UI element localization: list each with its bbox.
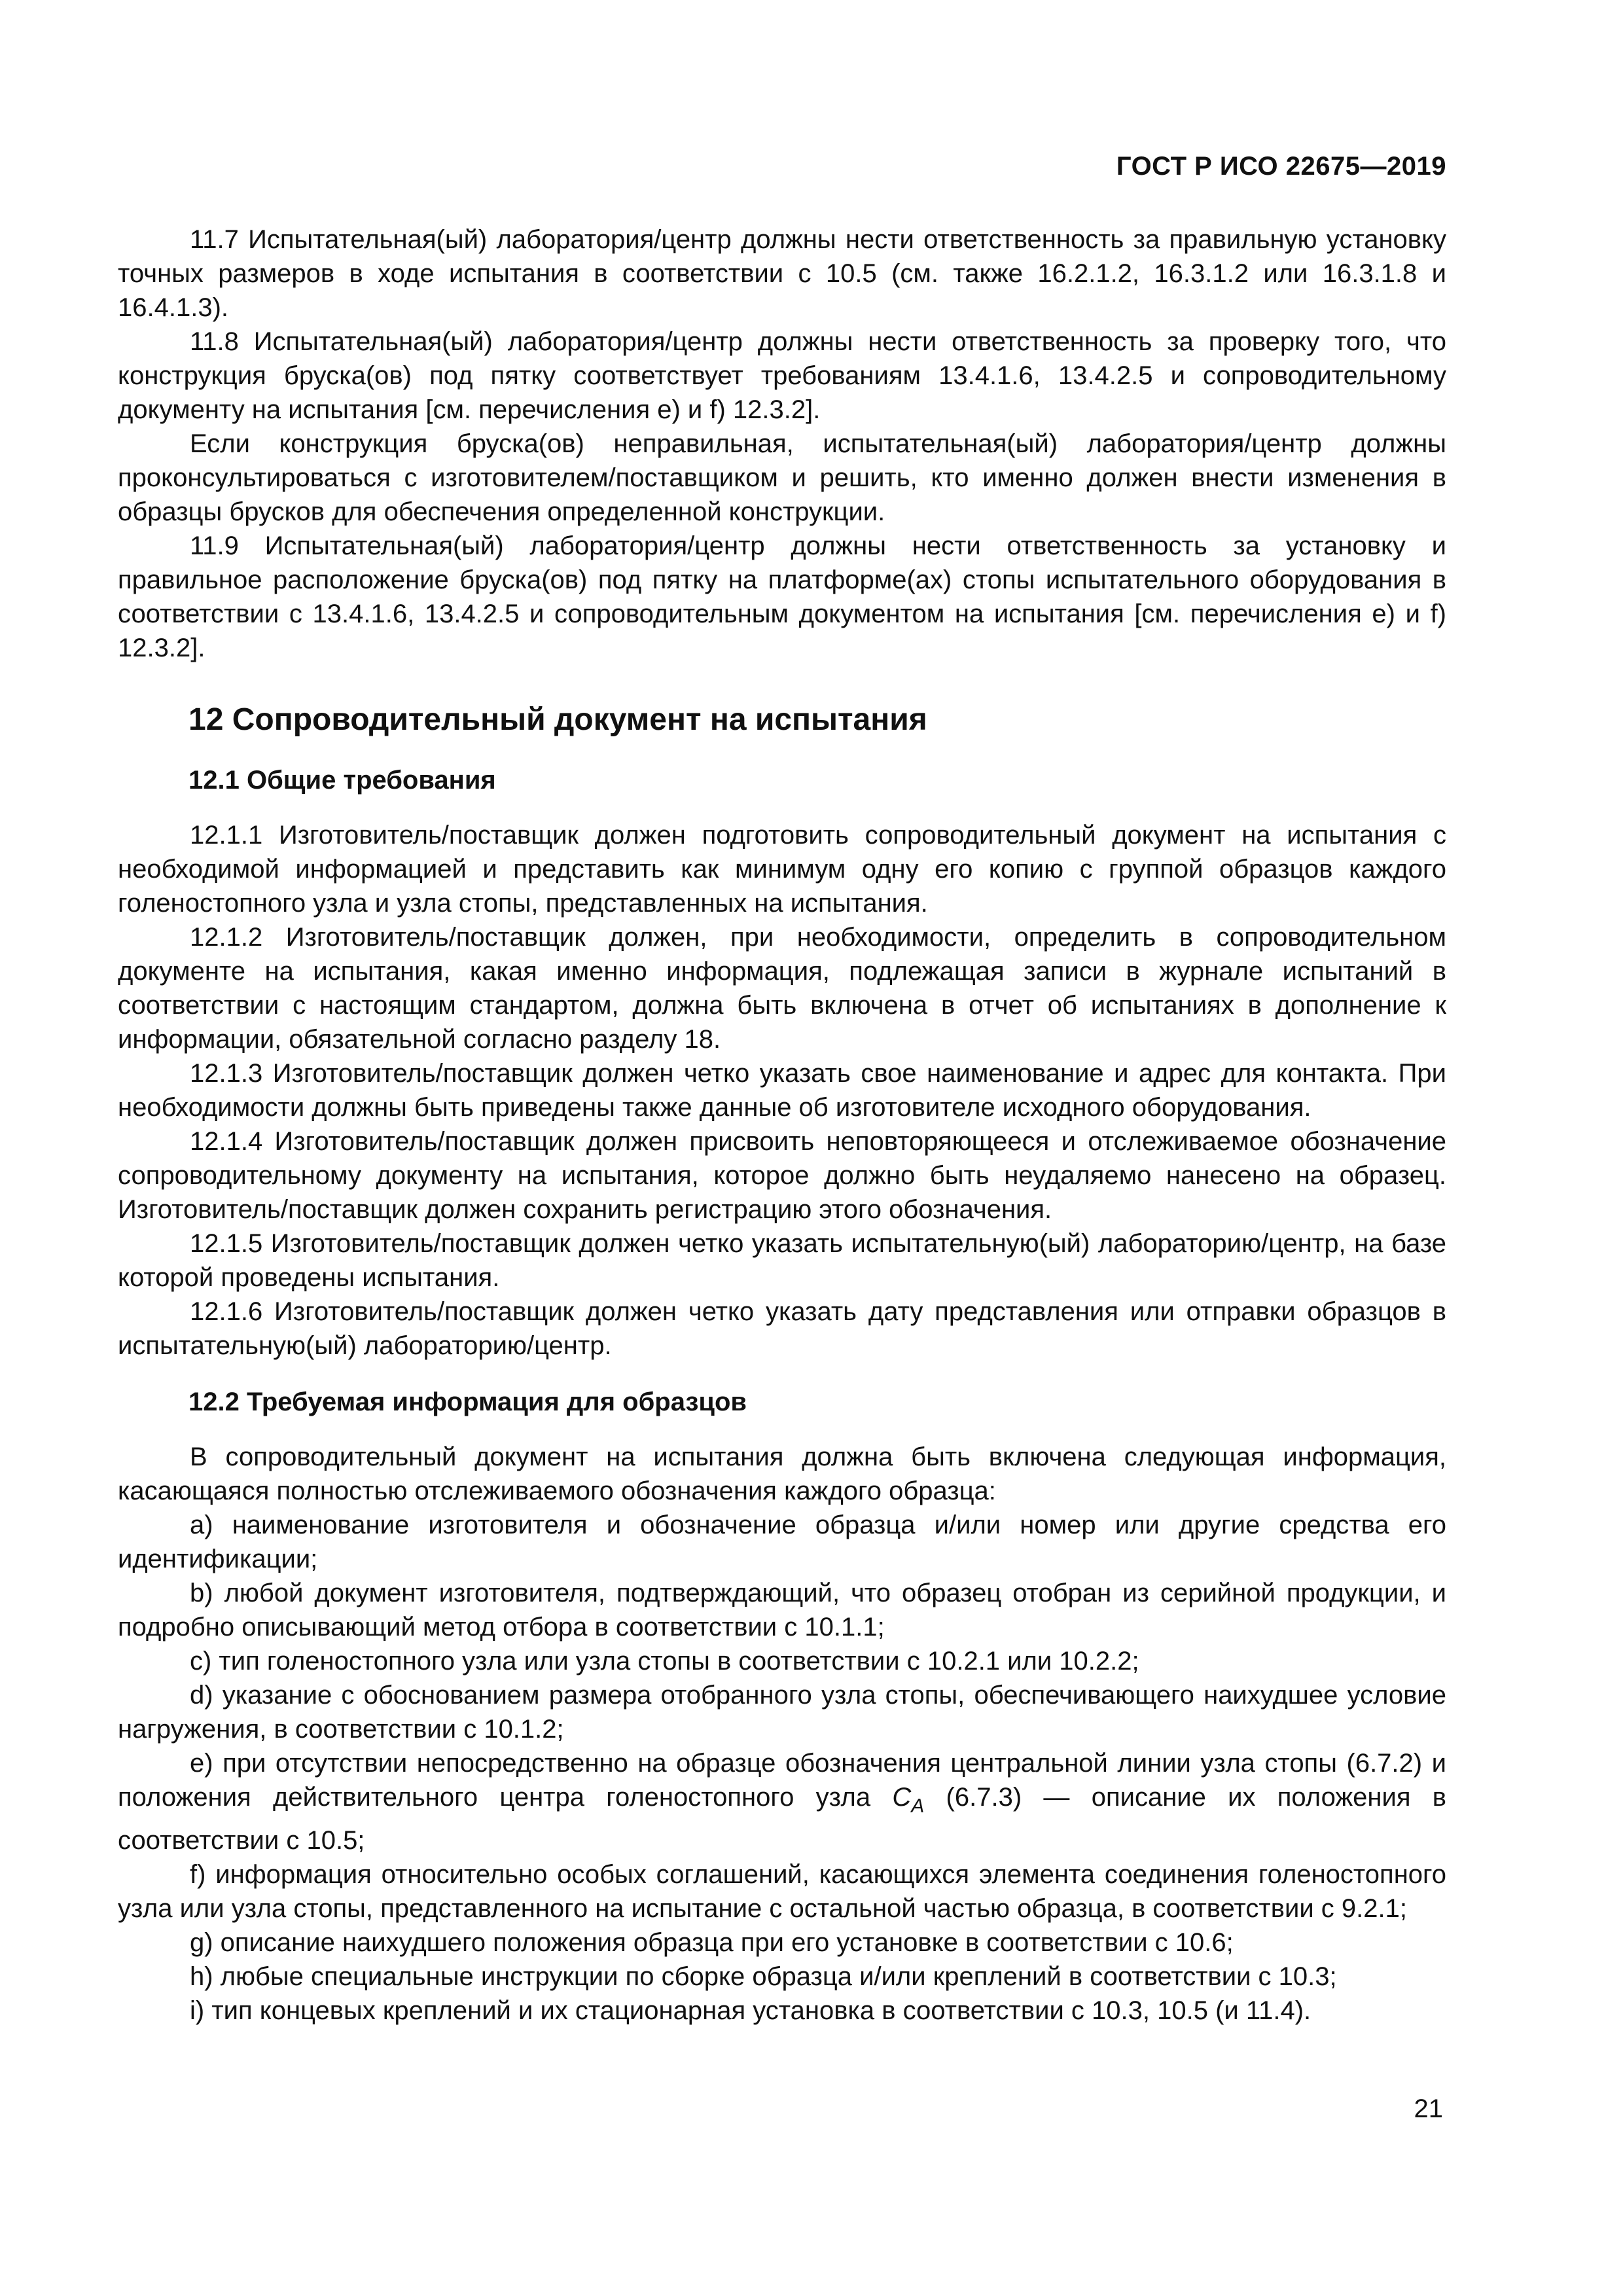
ankle-center-subscript: A [911,1795,925,1817]
subsection-12-2-title: 12.2 Требуемая информация для образцов [188,1388,747,1416]
list-item-d: d) указание с обоснованием размера отобранного узла стопы, обеспечивающего наихудшее условие нагружения, в соответствии с 10.1.2; [118,1681,1446,1744]
list-item-g: g) описание наихудшего положения образца при его установке в соответствии с 10.6; [190,1928,1234,1957]
paragraph-12-1-5: 12.1.5 Изготовитель/поставщик должен четко указать испытательную(ый) лабораторию/центр, на базе которой проведены испытания. [118,1229,1446,1292]
list-item-i: i) тип концевых креплений и их стационарная установка в соответствии с 10.3, 10.5 (и 11.4). [190,1996,1311,2025]
paragraph-11-8: 11.8 Испытательная(ый) лаборатория/центр должны нести ответственность за проверку того, что конструкция бруска(ов) под пятку соответствует требованиям 13.4.1.6, 13.4.2.5 и сопроводительному документу на испытания [см. перечисления e) и f) 12.3.2]. [118,327,1446,424]
paragraph-12-2-intro: В сопроводительный документ на испытания должна быть включена следующая информация, касающаяся полностью отслеживаемого обозначения каждого образца: [118,1443,1446,1505]
paragraph-11-7: 11.7 Испытательная(ый) лаборатория/центр должны нести ответственность за правильную установку точных размеров в ходе испытания в соответствии с 10.5 (см. также 16.2.1.2, 16.3.1.2 или 16.3.1.8 и 16.4.1.3). [118,225,1446,322]
list-item-b: b) любой документ изготовителя, подтверждающий, что образец отобран из серийной продукции, и подробно описывающий метод отбора в соответствии с 10.1.1; [118,1579,1446,1641]
page-number: 21 [1414,2094,1443,2123]
list-item-a: a) наименование изготовителя и обозначение образца и/или номер или другие средства его идентификации; [118,1511,1446,1573]
ankle-center-symbol: C [892,1783,912,1812]
list-item-e [118,1746,1446,1857]
list-item-h: h) любые специальные инструкции по сборке образца и/или креплений в соответствии с 10.3; [190,1962,1337,1991]
paragraph-12-1-6: 12.1.6 Изготовитель/поставщик должен четко указать дату представления или отправки образцов в испытательную(ый) лабораторию/центр. [118,1297,1446,1360]
document-header: ГОСТ Р ИСО 22675—2019 [1116,152,1446,181]
subsection-12-1-title: 12.1 Общие требования [188,766,496,795]
list-item-f: f) информация относительно особых соглашений, касающихся элемента соединения голеностопного узла или узла стопы, представленного на испытание с остальной частью образца, в соответствии с 9.2.1; [118,1860,1446,1923]
list-item-e-text-pre: e) при отсутствии непосредственно на образце обозначения центральной линии узла стопы (6.7.2) и положения действительного центра голеностопного узла [118,1749,1446,1812]
paragraph-12-1-2: 12.1.2 Изготовитель/поставщик должен, при необходимости, определить в сопроводительном документе на испытания, какая именно информация, подлежащая записи в журнале испытаний в соответствии с настоящим стандартом, должна быть включена в отчет об испытаниях в дополнение к информации, обязательной согласно разделу 18. [118,923,1446,1054]
paragraph-11-8-b: Если конструкция бруска(ов) неправильная, испытательная(ый) лаборатория/центр должны проконсультироваться с изготовителем/поставщиком и решить, кто именно должен внести изменения в образцы брусков для обеспечения определенной конструкции. [118,429,1446,526]
list-item-e-text-post: (6.7.3) — описание их положения в соответствии с 10.5; [118,1783,1447,1855]
paragraph-12-1-3: 12.1.3 Изготовитель/поставщик должен четко указать свое наименование и адрес для контакта. При необходимости должны быть приведены также данные об изготовителе исходного оборудования. [118,1059,1446,1122]
paragraph-11-9: 11.9 Испытательная(ый) лаборатория/центр должны нести ответственность за установку и правильное расположение бруска(ов) под пятку на платформе(ах) стопы испытательного оборудования в соответствии с 13.4.1.6, 13.4.2.5 и сопроводительным документом на испытания [см. перечисления e) и f) 12.3.2]. [118,531,1446,662]
document-body [118,223,1446,2028]
section-12-title: 12 Сопроводительный документ на испытания [188,702,927,737]
paragraph-12-1-4: 12.1.4 Изготовитель/поставщик должен присвоить неповторяющееся и отслеживаемое обозначение сопроводительному документу на испытания, которое должно быть неудаляемо нанесено на образец. Изготовитель/поставщик должен сохранить регистрацию этого обозначения. [118,1127,1446,1224]
paragraph-12-1-1: 12.1.1 Изготовитель/поставщик должен подготовить сопроводительный документ на испытания с необходимой информацией и представить как минимум одну его копию с группой образцов каждого голеностопного узла и узла стопы, представленных на испытания. [118,821,1446,918]
list-item-c: c) тип голеностопного узла или узла стопы в соответствии с 10.2.1 или 10.2.2; [190,1647,1139,1676]
